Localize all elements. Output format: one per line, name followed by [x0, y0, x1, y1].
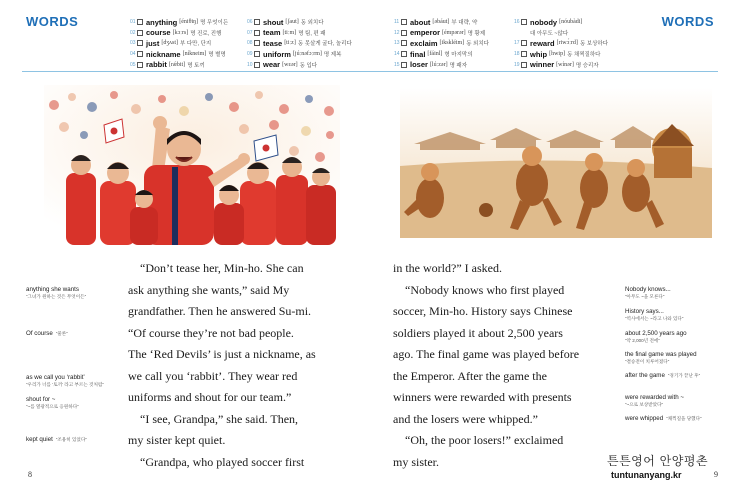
vocab-item: [394, 59, 489, 70]
vocab-item: [514, 59, 608, 70]
vocab-phonetic: [émpərər]: [442, 29, 466, 36]
story-line: “Of course they’re not bad people.: [128, 325, 294, 340]
vocab-word: tease: [263, 38, 283, 48]
story-line: and the losers were whipped.”: [393, 411, 538, 426]
vocab-word: winner: [530, 60, 555, 70]
annotation: [26, 436, 87, 444]
annotation: [26, 286, 86, 300]
annotation: [625, 415, 702, 423]
checkbox-icon[interactable]: [254, 30, 260, 36]
vocab-phonetic: [əbáut]: [432, 19, 450, 26]
annotation-phrase-text: were whipped: [625, 415, 664, 422]
annotation: [26, 374, 104, 388]
vocab-number: 06: [247, 19, 253, 26]
vocab-column-4: [514, 17, 608, 70]
story-text-right: [393, 258, 625, 473]
vocab-meaning: 동 보상하다: [579, 41, 609, 48]
annotation-phrase: [625, 308, 683, 316]
vocab-word: rabbit: [146, 60, 167, 70]
annotation-gloss: “~를 열광적으로 응원하다”: [26, 404, 79, 409]
vocab-item: [130, 59, 228, 70]
vocab-number: 13: [394, 40, 400, 47]
vocab-meaning: 명 별명: [208, 52, 226, 59]
annotation-gloss: “아무도 ~을 모른다”: [625, 294, 665, 299]
vocab-number: 19: [514, 61, 520, 68]
annotation-gloss: “조용히 있었다”: [55, 437, 87, 442]
vocab-meaning: 대 아무도 ~않다: [530, 30, 569, 37]
checkbox-icon[interactable]: [254, 62, 260, 68]
vocab-number: 05: [130, 61, 136, 68]
vocab-item: [394, 17, 489, 28]
vocab-item: [130, 49, 228, 60]
checkbox-icon[interactable]: [521, 51, 527, 57]
checkbox-icon[interactable]: [137, 30, 143, 36]
vocab-number: 16: [514, 19, 520, 26]
annotation-gloss: “경기가 끝난 후”: [667, 373, 701, 378]
checkbox-icon[interactable]: [254, 51, 260, 57]
vocab-phonetic: [tiːz]: [284, 40, 296, 47]
vocab-item: [247, 59, 352, 70]
annotation-gloss: “물론”: [55, 331, 68, 336]
story-line: my sister kept quiet.: [128, 433, 226, 447]
words-badge-right: WORDS: [661, 14, 714, 29]
vocab-word: nobody: [530, 17, 558, 27]
page-number-right: 9: [714, 470, 718, 479]
annotation-phrase: [625, 372, 700, 380]
vocab-phonetic: [hwip]: [549, 51, 566, 58]
vocab-meaning: 명 제복: [323, 52, 342, 59]
vocab-phonetic: [rǽbit]: [168, 61, 186, 68]
vocab-phonetic: [ʃaut]: [285, 19, 299, 26]
checkbox-icon[interactable]: [401, 19, 407, 25]
vocab-phonetic: [ikskléim]: [439, 40, 465, 47]
annotation: [26, 330, 68, 338]
vocab-word: exclaim: [410, 38, 438, 48]
story-line: grandfather. Then he answered Su-mi.: [128, 304, 312, 318]
annotation-phrase-text: anything she wants: [26, 286, 79, 293]
vocab-word: reward: [530, 38, 555, 48]
annotation: [26, 396, 79, 410]
vocab-meaning: 동 외치다: [300, 20, 324, 27]
vocab-number: 02: [130, 29, 136, 36]
vocab-meaning: 부 대략, 약: [451, 20, 478, 27]
vocab-meaning: 명 승리자: [575, 62, 599, 69]
checkbox-icon[interactable]: [254, 19, 260, 25]
story-line: “Grandpa, who played soccer first: [128, 454, 305, 469]
annotation-phrase-text: Of course: [26, 330, 53, 337]
vocab-word: emperor: [410, 28, 441, 38]
vocab-item: [130, 38, 228, 49]
vocab-meaning: 명 진로, 진행: [190, 30, 222, 37]
annotation-phrase: [625, 286, 671, 294]
story-line: in the world?” I asked.: [393, 261, 502, 275]
checkbox-icon[interactable]: [137, 51, 143, 57]
vocab-number: 15: [394, 61, 400, 68]
vocab-phonetic: [éniθiŋ]: [179, 19, 199, 26]
annotation-phrase-text: kept quiet: [26, 436, 53, 443]
vocab-word: final: [410, 49, 426, 59]
story-line: “Don’t tease her, Min-ho. She can: [128, 261, 304, 275]
story-line: soccer, Min-ho. History says Chinese: [393, 304, 573, 318]
annotation-phrase-text: as we call you ‘rabbit’: [26, 374, 85, 381]
vocab-number: 18: [514, 51, 520, 58]
annotation: [625, 330, 687, 344]
vocab-item: [514, 49, 608, 60]
annotation-gloss: “결승전이 치루어졌다”: [625, 359, 670, 364]
story-line: “Oh, the poor losers!” exclaimed: [393, 433, 564, 447]
vocab-phonetic: [dʒʌst]: [161, 40, 179, 47]
story-line: The ‘Red Devils’ is just a nickname, as: [128, 347, 316, 361]
annotation-gloss: “역사에서는 ~라고 나와 있다”: [625, 316, 684, 321]
story-line: soldiers played it about 2,500 years: [393, 325, 563, 340]
vocab-word: just: [146, 38, 160, 48]
vocab-meaning: 부 다만, 단지: [180, 41, 212, 48]
story-line: my sister.: [393, 454, 440, 469]
vocab-word: shout: [263, 17, 284, 27]
vocab-phonetic: [júːnəfɔːrm]: [292, 51, 322, 58]
vocab-column-1: [130, 17, 228, 70]
vocab-phonetic: [fáinl]: [427, 51, 443, 58]
vocab-number: 09: [247, 51, 253, 58]
vocab-number: 04: [130, 51, 136, 58]
annotation-phrase: [26, 436, 87, 444]
vocab-number: 07: [247, 29, 253, 36]
annotation: [625, 372, 700, 380]
annotation-gloss: “~으로 보상받았다”: [625, 402, 664, 407]
vocab-item: [394, 38, 489, 49]
page-number-left: 8: [28, 470, 32, 479]
vocab-number: 12: [394, 29, 400, 36]
vocab-word: whip: [530, 49, 548, 59]
story-line: uniforms and shout for our team.”: [128, 390, 292, 404]
brand-url: tuntunanyang.kr: [611, 470, 682, 480]
vocab-phonetic: [nóubàdi]: [559, 19, 583, 26]
annotation: [625, 394, 684, 408]
checkbox-icon[interactable]: [137, 62, 143, 68]
story-text-left: [128, 258, 360, 473]
vocab-word: course: [146, 28, 171, 38]
checkbox-icon[interactable]: [401, 51, 407, 57]
story-line: ago. The final game was played before: [393, 347, 580, 361]
vocab-word: team: [263, 28, 281, 38]
annotation-phrase: [625, 351, 697, 359]
annotation-phrase-text: shout for ~: [26, 396, 56, 403]
annotation: [625, 351, 697, 365]
annotation-phrase-text: History says...: [625, 308, 664, 315]
vocab-number: 10: [247, 61, 253, 68]
annotation-phrase-text: about 2,500 years ago: [625, 330, 687, 337]
vocab-word: uniform: [263, 49, 291, 59]
checkbox-icon[interactable]: [254, 40, 260, 46]
checkbox-icon[interactable]: [521, 19, 527, 25]
vocab-word: wear: [263, 60, 281, 70]
vocab-number: 08: [247, 40, 253, 47]
checkbox-icon[interactable]: [137, 40, 143, 46]
annotation-phrase: [625, 394, 684, 402]
vocab-meaning: 명 토끼: [187, 62, 205, 69]
ancient-soldiers-illustration: [400, 88, 712, 238]
vocab-item: [247, 17, 352, 28]
story-line: winners were rewarded with presents: [393, 390, 572, 404]
header-divider: [22, 71, 718, 72]
vocab-number: 17: [514, 40, 520, 47]
vocab-phonetic: [níkneim]: [182, 51, 207, 58]
checkbox-icon[interactable]: [521, 40, 527, 46]
brand-name: 튼튼영어 안양평촌: [607, 454, 709, 468]
story-line: “Nobody knows who first played: [393, 282, 565, 297]
annotation-phrase: [26, 330, 68, 338]
vocab-meaning: 명 황제: [467, 30, 486, 37]
vocab-item: [394, 49, 489, 60]
vocab-phonetic: [kɔːrs]: [172, 29, 189, 36]
checkbox-icon[interactable]: [401, 62, 407, 68]
vocab-number: 01: [130, 19, 136, 26]
vocab-meaning: 명 팀, 편 패: [298, 30, 326, 37]
annotation-gloss: “그녀가 원하는 것은 무엇이든”: [26, 294, 87, 299]
vocab-word: about: [410, 17, 431, 27]
checkbox-icon[interactable]: [401, 40, 407, 46]
annotation-phrase: [625, 330, 687, 338]
story-line: ask anything she wants,” said My: [128, 282, 290, 297]
vocab-number: 03: [130, 40, 136, 47]
annotation-phrase: [26, 396, 79, 404]
checkbox-icon[interactable]: [137, 19, 143, 25]
checkbox-icon[interactable]: [521, 62, 527, 68]
vocab-item: [130, 28, 228, 39]
vocab-meaning: 명 패자: [449, 62, 468, 69]
story-line: the Emperor. After the game the: [393, 368, 547, 383]
vocab-phonetic: [wɛər]: [282, 61, 298, 68]
annotation-phrase: [26, 374, 104, 382]
vocab-meaning: 동 입다: [299, 62, 318, 69]
vocab-meaning: 동 채찍질하다: [567, 52, 601, 59]
vocab-item: [130, 17, 228, 28]
vocab-word: loser: [410, 60, 428, 70]
annotation: [625, 286, 671, 300]
vocab-item: [514, 28, 608, 39]
vocab-meaning: 형 마지막의: [444, 52, 473, 59]
vocab-phonetic: [riwɔ́ːrd]: [556, 40, 578, 47]
vocab-column-3: [394, 17, 489, 70]
vocab-column-2: [247, 17, 352, 70]
annotation-phrase-text: the final game was played: [625, 351, 697, 358]
vocab-meaning: 명 무엇이든: [200, 20, 229, 27]
annotation-phrase-text: after the game: [625, 372, 665, 379]
vocab-phonetic: [lúːzər]: [429, 61, 448, 68]
vocab-phonetic: [wínər]: [556, 61, 574, 68]
vocab-number: 11: [394, 19, 400, 26]
vocab-number: 14: [394, 51, 400, 58]
vocab-item: [394, 28, 489, 39]
vocab-word: nickname: [146, 49, 181, 59]
vocab-item: [514, 38, 608, 49]
annotation-gloss: “우리가 너를 ‘토끼’ 라고 부르는 것처럼”: [26, 382, 104, 387]
vocab-item: [247, 28, 352, 39]
vocab-meaning: 동 외치다: [466, 41, 489, 48]
soccer-fans-illustration: [44, 85, 340, 245]
annotation-phrase-text: were rewarded with ~: [625, 394, 684, 401]
vocab-meaning: 동 못살게 굴다, 놀리다: [297, 41, 352, 48]
vocab-word: anything: [146, 17, 178, 27]
checkbox-icon[interactable]: [401, 30, 407, 36]
annotation-gloss: “채찍질을 당했다”: [666, 416, 702, 421]
story-line: we call you ‘rabbit’. They wear red: [128, 368, 298, 383]
annotation-phrase-text: Nobody knows...: [625, 286, 671, 293]
vocab-item: [247, 38, 352, 49]
story-line: “I see, Grandpa,” she said. Then,: [128, 411, 299, 426]
vocab-item: [247, 49, 352, 60]
words-badge-left: WORDS: [26, 14, 79, 29]
annotation-phrase: [26, 286, 86, 294]
annotation: [625, 308, 683, 322]
annotation-gloss: “약 2,000년 전에”: [625, 338, 660, 343]
vocab-item: [514, 17, 608, 28]
vocab-phonetic: [tiːm]: [282, 29, 297, 36]
annotation-phrase: [625, 415, 702, 423]
